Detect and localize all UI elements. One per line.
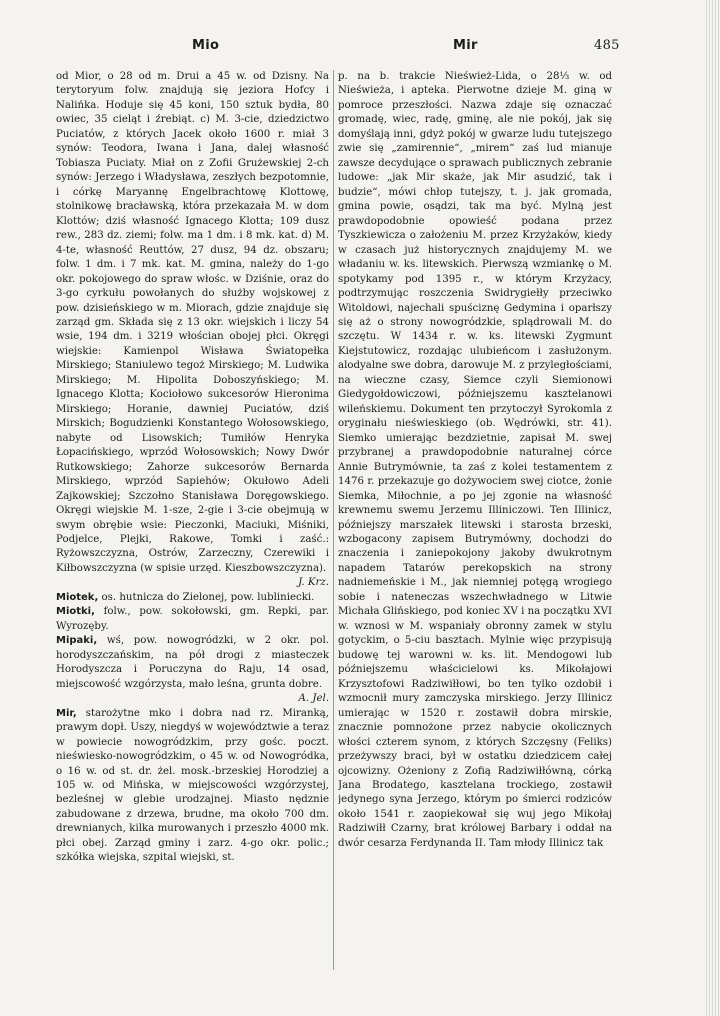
entry-text: wś, pow. nowogródzki, w 2 okr. pol. horodyszczańskim, na pół drogi z miasteczek Horodyszcza i Poruczyna do Raju, 14 osad, miejscowość wzgórzysta, mało leśna, grunta dobre. xyxy=(56,635,329,690)
entry-text: folw., pow. sokołowski, gm. Repki, par. Wyrozęby. xyxy=(56,606,329,632)
header-center-word: Mir xyxy=(453,38,478,53)
scan-edge xyxy=(706,0,720,1016)
entry xyxy=(56,70,329,591)
entry-headword: Mir, xyxy=(56,707,77,719)
entry-headword: Mipaki, xyxy=(56,635,98,647)
entry-author: J. Krz. xyxy=(298,577,329,589)
entry-headword: Miotek, xyxy=(56,591,99,603)
entry-text: os. hutnicza do Zielonej, pow. lubliniecki. xyxy=(101,591,315,603)
right-column xyxy=(338,70,612,970)
entry xyxy=(56,707,329,866)
header-left-word: Mio xyxy=(192,38,220,53)
entry xyxy=(56,605,329,634)
page-number: 485 xyxy=(594,38,620,53)
left-column xyxy=(56,70,329,970)
entry-continuation xyxy=(338,70,612,851)
entry-text: od Mior, o 28 od m. Drui a 45 w. od Dzisny. Na terytoryum folw. znajdują się jeziora Hofcy i Nalińka. Hoduje się 45 koni, 150 sztuk bydła, 80 owiec, 35 cieląt i źrebiąt. c) M. 3-cie, dziedzictwo Puciatów, z których Jacek około 1600 r. miał 3 synów: Teodora, Iwana i Jana, dalej własność Tobiasza Puciaty. Miał on z Zofii Grużewskiej 2-ch synów: Jerzego i Władysława, zeszłych bezpotomnie, i córkę Maryannę Engelbrachtowę Klottowę, stolnikowę bracławską, która przekazała M. w dom Klottów; dziś własność Ignacego Klotta; 109 dusz rew., 283 dz. ziemi; folw. ma 1 dm. i 8 mk. kat. d) M. 4-te, własność Reuttów, 27 dusz, 94 dz. obszaru; folw. 1 dm. i 7 mk. kat. M. gmina, należy do 1-go okr. pokojowego do spraw włośc. w Dziśnie, oraz do 3-go cyrkułu powołanych do służby wojskowej z pow. dzisieńskiego w m. Miorach, gdzie znajduje się zarząd gm. Składa się z 13 okr. wiejskich i liczy 54 wsie, 194 dm. i 3219 włościan obojej płci. Okręgi wiejskie: Kamienpol Wisława Światopełka Mirskiego; Staniulewo tegoż Mirskiego; M. Ludwika Mirskiego; M. Hipolita Doboszyńskiego; M. Ignacego Klotta; Kociołowo sukcesorów Hieronima Mirskiego; Horanie, dawniej Puciatów, dziś Mirskich; Bogudzienki Konstantego Wołosowskiego, nabyte od Lisowskich; Tumiłów Henryka Łopacińskiego, wprzód Wołosowskich; Nowy Dwór Rutkowskiego; Zahorze sukcesorów Bernarda Mirskiego, wprzód Sapiehów; Okułowo Adeli Zajkowskiej; Szczołno Stanisława Doręgowskiego. Okręgi wiejskie M. 1-sze, 2-gie i 3-cie obejmują w swym obrębie wsie: Pieczonki, Maciuki, Miśniki, Podjelce, Plejki, Rakowe, Tomki i zaść.: Ryżowszczyzna, Ostrów, Zarzeczny, Czerewiki i Kiłbowszczyzna (w spisie urzęd. Kieszbowszczyzna). xyxy=(56,71,329,574)
running-header xyxy=(0,38,720,58)
entry-author: A. Jel. xyxy=(298,693,329,705)
column-divider xyxy=(333,70,334,970)
entry xyxy=(56,591,329,605)
entry xyxy=(56,634,329,706)
entry-headword: Miotki, xyxy=(56,606,95,618)
entry-text: starożytne mko i dobra nad rz. Miranką, prawym dopł. Uszy, niegdyś w województwie a teraz w powiecie nowogródzkim, przy gośc. poczt. nieświesko-nowogródzkim, o 45 w. od Nowogródka, o 16 w. od st. dr. żel. mosk.-brzeskiej Horodziej a 105 w. od Mińska, w miejscowości wzgórzystej, bezleśnej w glebie urodzajnej. Miasto nędznie zabudowane z drzewa, brudne, ma około 700 dm. drewnianych, kilka murowanych i przeszło 4000 mk. płci obej. Zarząd gminy i zarz. 4-go okr. polic.; szkółka wiejska, szpital wiejski, st. xyxy=(56,707,329,864)
entry-text: p. na b. trakcie Nieśwież-Lida, o 28⅓ w. od Nieświeża, i apteka. Pierwotne dzieje M. giną w pomroce przeszłości. Nazwa zdaje się oznaczać gromadę, wiec, radę, gminę, ale nie pokój, jak się domyślają inni, gdyż pokój w gwarze ludu tutejszego zwie się „zamirennie“, „mirem“ zaś lud mianuje zawsze decydujące o sprawach publicznych zebranie ludowe: „jak Mir skaże, jak Mir asudzić, tak i budzie“, mówi chłop tutejszy, t. j. jak gromada, gmina powie, osądzi, tak ma być. Mylną jest prawdopodobnie opowieść podana przez Tyszkiewicza o założeniu M. przez Krzyżaków, kiedy w czasach już historycznych znajdujemy M. we władaniu w. ks. litewskich. Pierwszą wzmiankę o M. spotykamy pod 1395 r., w którym Krzyżacy, podtrzymując roszczenia Swidrygiełły przeciwko Witoldowi, najechali spuściznę Gedymina i oparłszy się aż o strony nowogródzkie, splądrowali M. do szczętu. W 1434 r. w. ks. litewski Zygmunt Kiejstutowicz, rozdając ulubieńcom i zasłużonym. alodyalne swe dobra, darowuje M. z przyległościami, na wieczne czasy, Siemce czyli Siemionowi Giedygołdowiczowi, późniejszemu kasztelanowi wileńskiemu. Dokument ten przytoczył Syrokomla z oryginału nieświeskiego (ob. Wędrówki, str. 41). Siemko umierając bezdzietnie, zapisał M. swej przybranej a prawdopodobnie naturalnej córce Annie Butrymównie, ta zaś z kolei testamentem z 1476 r. przekazuje go dożywociem swej ciotce, żonie Siemka, Miłochnie, a po jej zgonie na własność krewnemu swemu Jerzemu Illiniczowi. Ten Illinicz, późniejszy marszałek litewski i starosta brzeski, wzbogacony zapisem Butrymówny, dochodzi do znaczenia i zaniepokojony jakoby dwukrotnym napadem Tatarów perekopskich na strony nadniemeńskie i M., jak niemniej potęgą wrogiego sobie i nateneczas wszechwładnego w Litwie Michała Glińskiego, pod koniec XV i na początku XVI w. wznosi w M. wspaniały obronny zamek w stylu gotyckim, o 5-ciu basztach. Mylnie więc przypisują budowę tej warowni w. ks. lit. Mendogowi lub późniejszemu właścicielowi ks. Mikołajowi Krzysztofowi Radziwiłłowi, bo ten tylko ozdobił i wzmocnił mury zamczyska mirskiego. Jerzy Illinicz umierając w 1520 r. zostawił dobra mirskie, znacznie pomnożone przez nabycie okolicznych włości czterem synom, z których Szczęsny (Feliks) przeżywszy braci, był w ostatku dziedzicem całej ojcowizny. Ożeniony z Zofią Radziwiłłówną, córką Jana Brodatego, kasztelana trockiego, zostawił jedynego syna Jerzego, którym po śmierci rodziców około 1541 r. zaopiekował się wuj jego Mikołaj Radziwiłł Czarny, brat królowej Barbary i oddał na dwór cesarza Ferdynanda II. Tam młody Illinicz tak xyxy=(338,71,612,849)
